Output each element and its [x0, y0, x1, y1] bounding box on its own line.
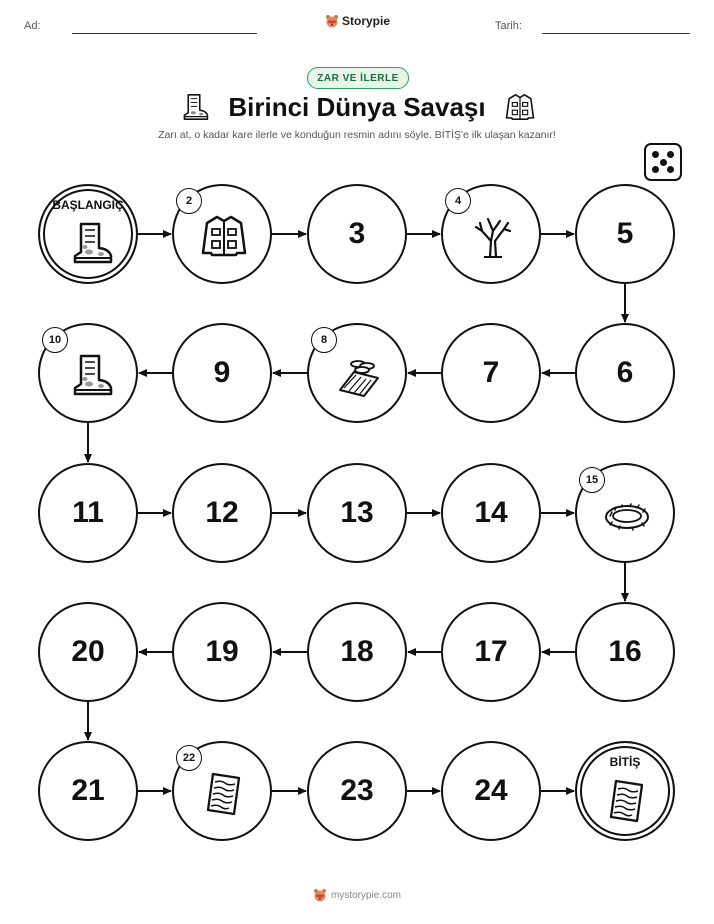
space-number: 24 [474, 774, 508, 807]
board-space [307, 741, 407, 841]
board-space [441, 184, 541, 284]
name-label: Ad: [24, 20, 41, 32]
space-number: 17 [474, 635, 508, 668]
brand-name: Storypie [342, 14, 391, 28]
jacket-icon [199, 211, 249, 261]
boot-icon [65, 350, 115, 400]
space-number: 5 [616, 217, 634, 250]
board-space [307, 602, 407, 702]
board-space [38, 741, 138, 841]
date-label: Tarih: [495, 20, 522, 32]
space-number: 3 [348, 217, 366, 250]
board-space [172, 741, 272, 841]
board-space [441, 602, 541, 702]
space-number: 2 [176, 188, 202, 214]
board-space [575, 184, 675, 284]
space-label: BİTİŞ [609, 755, 641, 769]
space-number: 12 [205, 496, 239, 529]
trench-icon [334, 350, 384, 400]
board-space [172, 463, 272, 563]
space-number: 13 [340, 496, 374, 529]
board-space [307, 463, 407, 563]
document-icon [602, 775, 652, 825]
board-space [307, 184, 407, 284]
crater-icon [602, 490, 652, 540]
finish-space [575, 741, 675, 841]
space-number: 19 [205, 635, 239, 668]
tree-icon [468, 211, 518, 261]
space-number: 7 [482, 356, 500, 389]
board-space [575, 463, 675, 563]
space-number: 10 [42, 327, 68, 353]
board-space [38, 323, 138, 423]
document-icon [199, 768, 249, 818]
board-space [441, 463, 541, 563]
space-number: 18 [340, 635, 374, 668]
board-space [441, 741, 541, 841]
board-space [38, 602, 138, 702]
space-number: 22 [176, 745, 202, 771]
footer-url[interactable]: mystorypie.com [330, 889, 401, 901]
board-space [575, 602, 675, 702]
space-number: 9 [213, 356, 231, 389]
board-space [172, 602, 272, 702]
board-space [575, 323, 675, 423]
activity-badge: ZAR VE İLERLE [307, 67, 409, 89]
start-space [38, 184, 138, 284]
space-number: 23 [340, 774, 374, 807]
board-space [441, 323, 541, 423]
board-space [38, 463, 138, 563]
space-number: 20 [71, 635, 105, 668]
space-number: 14 [474, 496, 508, 529]
page-title: Birinci Dünya Savaşı [228, 91, 486, 122]
space-number: 21 [71, 774, 105, 807]
board-space [307, 323, 407, 423]
space-number: 11 [72, 496, 104, 529]
instructions: Zarı at, o kadar kare ilerle ve konduğun resmin adını söyle. BİTİŞ'e ilk ulaşan kazanır! [158, 129, 556, 141]
board-space [172, 184, 272, 284]
boot-icon [65, 218, 115, 268]
space-number: 6 [616, 356, 634, 389]
footer [0, 888, 714, 902]
space-number: 16 [608, 635, 642, 668]
space-number: 15 [579, 467, 605, 493]
board-space [172, 323, 272, 423]
space-number: 4 [445, 188, 471, 214]
space-label: BAŞLANGIÇ [52, 198, 124, 212]
space-number: 8 [311, 327, 337, 353]
bear-icon [313, 888, 327, 902]
